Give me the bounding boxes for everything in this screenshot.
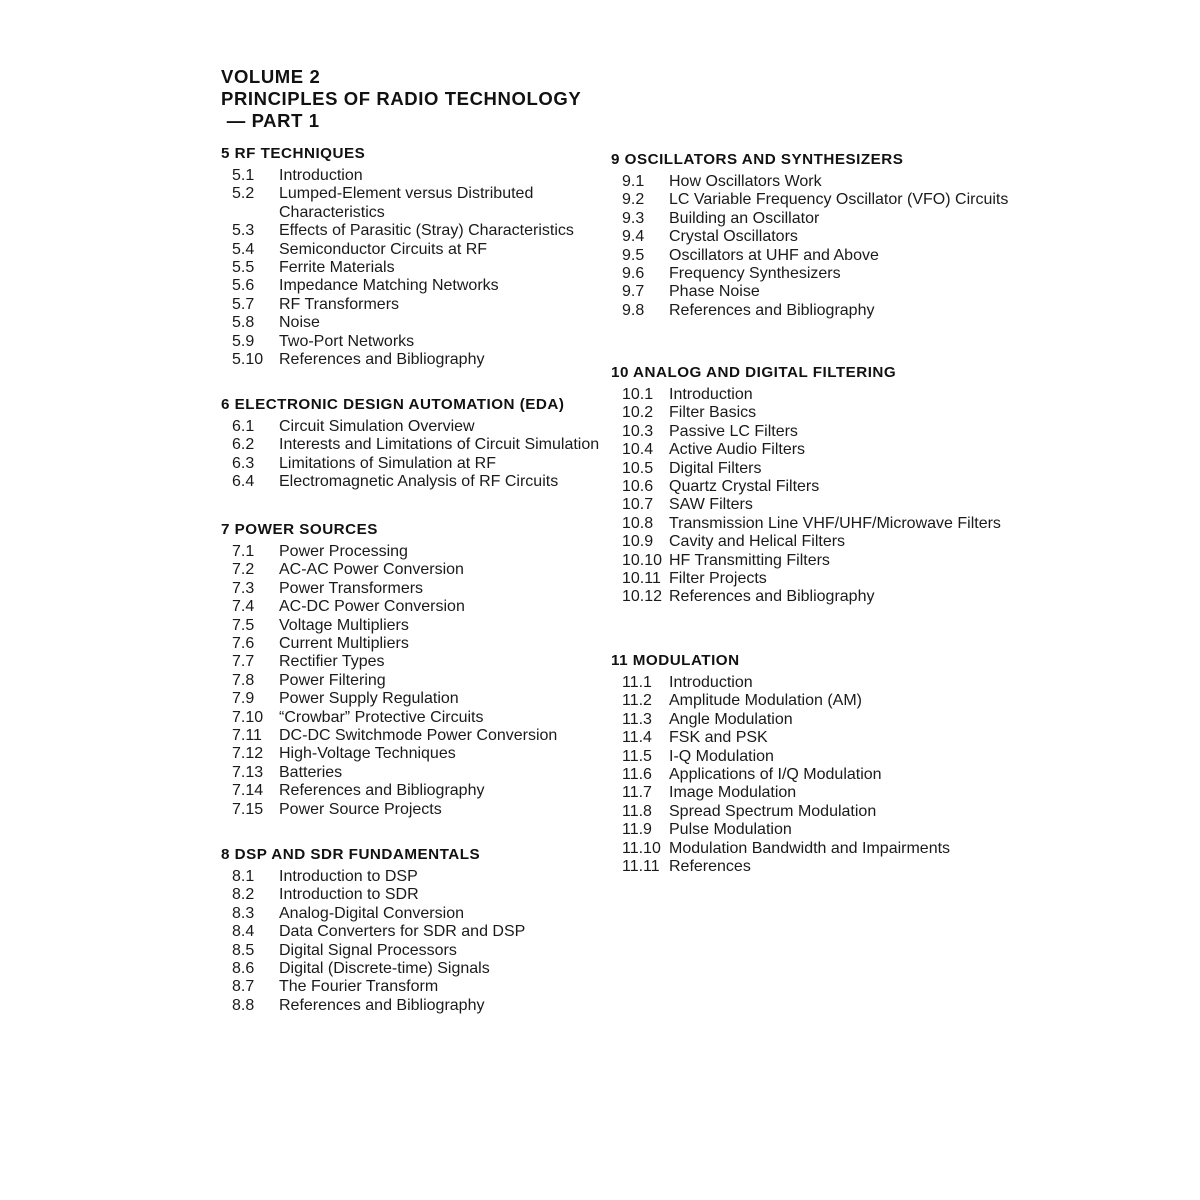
section-number: 10.12: [622, 588, 663, 606]
toc-entry: [611, 766, 1031, 784]
section-title: Semiconductor Circuits at RF: [279, 240, 488, 258]
section-title: “Crowbar” Protective Circuits: [279, 708, 484, 726]
section-number: 10.2: [622, 404, 654, 422]
section-title: Power Processing: [279, 543, 408, 560]
section-title: Pulse Modulation: [669, 821, 792, 839]
toc-entry: [221, 782, 641, 800]
section-number: 6.4: [232, 473, 255, 491]
section-title: Power Supply Regulation: [279, 690, 459, 708]
section-number: 5.4: [232, 240, 255, 258]
section-number: 10.3: [622, 422, 654, 440]
section-title: The Fourier Transform: [279, 978, 439, 996]
section-number: 5.7: [232, 295, 255, 313]
toc-entry: [221, 745, 641, 763]
toc-entry: [221, 436, 641, 454]
section-number: 10.8: [622, 514, 654, 532]
toc-entry: [221, 598, 641, 616]
toc-entry: [221, 868, 641, 886]
section-title: Impedance Matching Networks: [279, 277, 499, 295]
toc-entry: [221, 653, 641, 671]
section-number: 7.14: [232, 782, 264, 800]
section-title: SAW Filters: [669, 496, 753, 514]
toc-entry: [221, 561, 641, 579]
section-title: DC-DC Switchmode Power Conversion: [279, 727, 558, 745]
section-title: Passive LC Filters: [669, 422, 798, 440]
toc-entry: [611, 588, 1031, 606]
section-number: 9.7: [622, 283, 645, 301]
toc-entry: [611, 533, 1031, 551]
section-number: 7.5: [232, 616, 255, 634]
section-title: Building an Oscillator: [669, 209, 820, 227]
section-number: 7.12: [232, 745, 264, 763]
section-title: Spread Spectrum Modulation: [669, 802, 877, 820]
section-title: Introduction: [669, 386, 753, 403]
section-number: 8.1: [232, 868, 255, 885]
section-number: 10.10: [622, 551, 663, 569]
section-number: 9.5: [622, 246, 645, 264]
toc-entry: [221, 690, 641, 708]
toc-entry: [611, 386, 1031, 404]
section-title: Digital Signal Processors: [279, 941, 457, 959]
section-title: Frequency Synthesizers: [669, 265, 841, 283]
section-title: RF Transformers: [279, 295, 400, 313]
chapter-heading: 11 MODULATION: [611, 652, 740, 669]
toc-entry: [221, 455, 641, 473]
section-title: Amplitude Modulation (AM): [669, 692, 862, 710]
toc-entry: [611, 423, 1031, 441]
section-title: Interests and Limitations of Circuit Simulation: [279, 436, 600, 454]
section-number: 7.1: [232, 543, 255, 560]
toc-entry: [611, 858, 1031, 876]
section-title: Circuit Simulation Overview: [279, 418, 475, 435]
chapter-heading: 10 ANALOG AND DIGITAL FILTERING: [611, 364, 897, 381]
toc-entry: [221, 185, 641, 222]
section-number: 5.5: [232, 259, 255, 277]
section-title: Filter Basics: [669, 404, 757, 422]
toc-entry: [221, 222, 641, 240]
section-number: 6.3: [232, 454, 255, 472]
section-number: 9.8: [622, 301, 645, 319]
toc-entry: [611, 674, 1031, 692]
section-title: AC-DC Power Conversion: [279, 598, 465, 616]
section-title: Phase Noise: [669, 283, 760, 301]
toc-entry: [611, 803, 1031, 821]
toc-entry: [221, 635, 641, 653]
toc-entry: [611, 515, 1031, 533]
section-title: Effects of Parasitic (Stray) Characteristics: [279, 222, 574, 240]
toc-entry: [221, 580, 641, 598]
section-number: 7.6: [232, 635, 255, 653]
volume-part: — PART 1: [221, 110, 320, 131]
section-number: 11.5: [622, 747, 652, 765]
chapter-heading: 7 POWER SOURCES: [221, 521, 378, 538]
section-number: 5.3: [232, 222, 255, 240]
toc-entry: [221, 351, 641, 369]
section-title: Oscillators at UHF and Above: [669, 246, 879, 264]
toc-entry: [221, 709, 641, 727]
section-number: 11.11: [622, 858, 660, 876]
section-number: 7.7: [232, 653, 255, 671]
section-number: 10.11: [622, 570, 661, 588]
section-title: Crystal Oscillators: [669, 228, 798, 246]
toc-entry: [611, 729, 1031, 747]
toc-entry: [221, 277, 641, 295]
section-title: Electromagnetic Analysis of RF Circuits: [279, 473, 559, 491]
section-title: Introduction: [669, 674, 753, 691]
section-number: 11.6: [622, 766, 652, 784]
section-title: Lumped-Element versus Distributed Characteristics: [279, 185, 534, 221]
toc-entry: [611, 570, 1031, 588]
section-title: Ferrite Materials: [279, 259, 395, 277]
toc-entry: [611, 404, 1031, 422]
section-number: 11.4: [622, 729, 652, 747]
toc-entry: [611, 552, 1031, 570]
chapter-heading: 6 ELECTRONIC DESIGN AUTOMATION (EDA): [221, 396, 565, 413]
section-title: Power Source Projects: [279, 800, 442, 818]
section-number: 5.2: [232, 185, 255, 203]
section-number: 9.4: [622, 228, 645, 246]
section-number: 11.7: [622, 784, 652, 802]
section-number: 11.9: [622, 821, 652, 839]
toc-entry: [221, 942, 641, 960]
section-number: 7.11: [232, 727, 262, 745]
toc-entry: [611, 496, 1031, 514]
section-title: High-Voltage Techniques: [279, 745, 456, 763]
toc-entry: [221, 801, 641, 819]
toc-entry: [221, 727, 641, 745]
section-title: HF Transmitting Filters: [669, 551, 830, 569]
section-number: 7.10: [232, 708, 264, 726]
section-number: 5.9: [232, 332, 255, 350]
section-title: Power Transformers: [279, 579, 424, 597]
section-title: Angle Modulation: [669, 710, 793, 728]
section-title: Introduction to SDR: [279, 886, 419, 904]
section-title: Introduction: [279, 167, 363, 184]
toc-entry: [221, 617, 641, 635]
toc-entry: [221, 259, 641, 277]
toc-entry: [611, 840, 1031, 858]
section-number: 10.5: [622, 459, 654, 477]
chapter-5: [221, 145, 641, 369]
section-number: 7.15: [232, 800, 264, 818]
chapter-11: [611, 652, 1031, 876]
toc-entry: [611, 210, 1031, 228]
section-title: Current Multipliers: [279, 635, 409, 653]
volume-label: VOLUME 2: [221, 66, 321, 87]
section-title: Voltage Multipliers: [279, 616, 409, 634]
section-title: References and Bibliography: [279, 351, 485, 369]
section-title: Introduction to DSP: [279, 868, 418, 885]
toc-entry: [611, 265, 1031, 283]
toc-entry: [611, 173, 1031, 191]
section-number: 7.13: [232, 763, 264, 781]
toc-entry: [221, 473, 641, 491]
toc-entry: [611, 711, 1031, 729]
toc-entry: [221, 886, 641, 904]
section-title: Noise: [279, 314, 320, 332]
section-number: 8.5: [232, 941, 255, 959]
section-number: 9.1: [622, 173, 645, 190]
section-number: 11.3: [622, 710, 652, 728]
section-title: Data Converters for SDR and DSP: [279, 923, 526, 941]
toc-entry: [611, 748, 1031, 766]
section-number: 11.8: [622, 802, 652, 820]
section-title: Image Modulation: [669, 784, 797, 802]
toc-entry: [611, 460, 1031, 478]
toc-entry: [611, 247, 1031, 265]
toc-entry: [611, 441, 1031, 459]
section-title: Applications of I/Q Modulation: [669, 766, 882, 784]
section-number: 6.2: [232, 436, 255, 454]
chapter-7: [221, 521, 641, 819]
section-title: How Oscillators Work: [669, 173, 822, 190]
volume-header: [221, 66, 581, 132]
section-title: Transmission Line VHF/UHF/Microwave Filters: [669, 514, 1001, 532]
section-title: Two-Port Networks: [279, 332, 415, 350]
toc-entry: [221, 905, 641, 923]
section-number: 5.10: [232, 351, 264, 369]
section-number: 8.6: [232, 960, 255, 978]
section-title: References and Bibliography: [669, 301, 875, 319]
toc-entry: [221, 978, 641, 996]
chapter-8: [221, 846, 641, 1015]
section-title: I-Q Modulation: [669, 747, 774, 765]
chapter-heading: 9 OSCILLATORS AND SYNTHESIZERS: [611, 151, 904, 168]
section-title: Digital (Discrete-time) Signals: [279, 960, 490, 978]
section-number: 11.1: [622, 674, 652, 691]
toc-entry: [221, 764, 641, 782]
section-number: 7.3: [232, 579, 255, 597]
section-title: Batteries: [279, 763, 343, 781]
section-number: 9.2: [622, 191, 645, 209]
section-number: 9.6: [622, 265, 645, 283]
toc-entry: [611, 478, 1031, 496]
section-title: References and Bibliography: [279, 996, 485, 1014]
toc-entry: [221, 672, 641, 690]
section-number: 10.4: [622, 441, 654, 459]
section-number: 8.3: [232, 904, 255, 922]
toc-entry: [221, 997, 641, 1015]
toc-entry: [221, 923, 641, 941]
section-number: 6.1: [232, 418, 255, 435]
toc-entry: [611, 283, 1031, 301]
section-title: Digital Filters: [669, 459, 762, 477]
section-number: 7.9: [232, 690, 255, 708]
toc-entry: [611, 302, 1031, 320]
section-title: AC-AC Power Conversion: [279, 561, 464, 579]
toc-entry: [221, 296, 641, 314]
toc-entry: [221, 418, 641, 436]
section-number: 5.1: [232, 167, 255, 184]
section-number: 5.6: [232, 277, 255, 295]
section-number: 8.4: [232, 923, 255, 941]
toc-entry: [611, 228, 1031, 246]
toc-entry: [221, 314, 641, 332]
toc-entry: [221, 333, 641, 351]
section-number: 8.8: [232, 996, 255, 1014]
section-number: 11.10: [622, 839, 661, 857]
section-number: 8.7: [232, 978, 255, 996]
section-title: Quartz Crystal Filters: [669, 478, 820, 496]
toc-entry: [221, 543, 641, 561]
toc-entry: [221, 960, 641, 978]
chapter-9: [611, 151, 1031, 320]
section-number: 8.2: [232, 886, 255, 904]
volume-title: PRINCIPLES OF RADIO TECHNOLOGY: [221, 88, 582, 109]
section-title: Cavity and Helical Filters: [669, 533, 846, 551]
section-title: FSK and PSK: [669, 729, 768, 747]
section-title: Filter Projects: [669, 570, 767, 588]
section-title: Power Filtering: [279, 671, 386, 689]
section-number: 10.1: [622, 386, 654, 403]
toc-entry: [221, 167, 641, 185]
section-title: References and Bibliography: [669, 588, 875, 606]
section-number: 7.4: [232, 598, 255, 616]
section-title: References and Bibliography: [279, 782, 485, 800]
toc-entry: [611, 784, 1031, 802]
toc-entry: [611, 191, 1031, 209]
section-title: Active Audio Filters: [669, 441, 806, 459]
section-title: Limitations of Simulation at RF: [279, 454, 496, 472]
section-title: Analog-Digital Conversion: [279, 904, 464, 922]
chapter-10: [611, 364, 1031, 607]
section-number: 7.8: [232, 671, 255, 689]
section-number: 10.7: [622, 496, 654, 514]
chapter-6: [221, 396, 641, 492]
chapter-heading: 8 DSP AND SDR FUNDAMENTALS: [221, 846, 481, 863]
section-number: 10.9: [622, 533, 654, 551]
toc-entry: [221, 241, 641, 259]
toc-entry: [611, 692, 1031, 710]
section-number: 9.3: [622, 209, 645, 227]
section-number: 11.2: [622, 692, 652, 710]
section-title: Modulation Bandwidth and Impairments: [669, 839, 951, 857]
section-number: 7.2: [232, 561, 255, 579]
chapter-heading: 5 RF TECHNIQUES: [221, 145, 366, 162]
section-title: Rectifier Types: [279, 653, 385, 671]
section-title: References: [669, 858, 751, 876]
section-number: 5.8: [232, 314, 255, 332]
section-number: 10.6: [622, 478, 654, 496]
toc-entry: [611, 821, 1031, 839]
section-title: LC Variable Frequency Oscillator (VFO) Circuits: [669, 191, 1009, 209]
